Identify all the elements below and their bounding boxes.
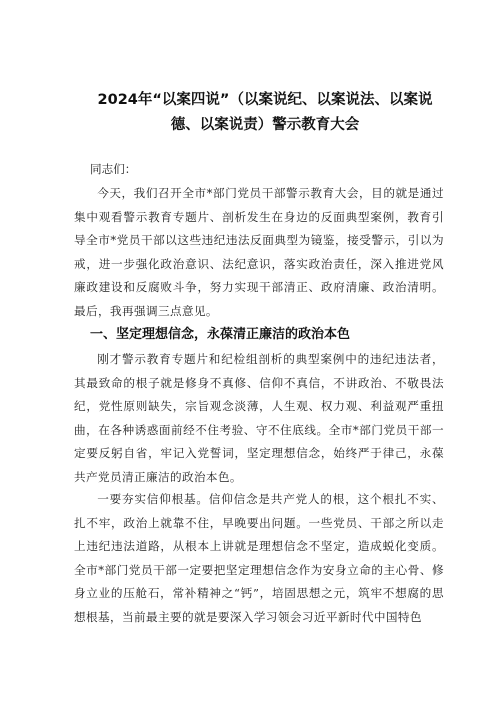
section-paragraph: 一要夯实信仰根基。信仰信念是共产党人的根，这个根扎不实、扎不牢，政治上就靠不住，早晚要出问题。一些党员、干部之所以走上违纪违法道路，从根本上讲就是理想信念不坚定，造成蜕化变质。全市*部门党员干部一定要把坚定理想信念作为安身立命的主心骨、修身立业的压舱石，常补精神之“钙”，培固思想之元，筑牢不想腐的思想根基，当前最主要的就是要深入学习领会习近平新时代中国特色 — [74, 492, 444, 624]
intro-paragraph-block — [74, 182, 444, 324]
intro-paragraph: 今天，我们召开全市*部门党员干部警示教育大会，目的就是通过集中观看警示教育专题片、剖析发生在身边的反面典型案例，教育引导全市*党员干部以这些违纪违法反面典型为镜鉴，接受警示，引以为戒，进一步强化政治意识、法纪意识，落实政治责任，深入推进党风廉政建设和反腐败斗争，努力实现干部清正、政府清廉、政治清明。最后，我再强调三点意见。 — [74, 186, 444, 318]
section-paragraph: 刚才警示教育专题片和纪检组剖析的典型案例中的违纪违法者，其最致命的根子就是修身不真修、信仰不真信，不讲政治、不敬畏法纪，党性原则缺失，宗旨观念淡薄，人生观、权力观、利益观严重扭曲，在各种诱惑面前经不住考验、守不住底线。全市*部门党员干部一定要反躬自省，牢记入党誓词，坚定理想信念，始终严于律己，永葆共产党员清正廉洁的政治本色。 — [74, 352, 444, 484]
section-paragraph-block-1 — [74, 348, 444, 490]
salutation: 同志们： — [90, 162, 137, 176]
document-title: 2024年“以案四说”（以案说纪、以案说法、以案说德、以案说责）警示教育大会 — [97, 92, 433, 133]
section-paragraph-block-2 — [74, 488, 444, 630]
section-heading: 一、坚定理想信念，永葆清正廉洁的政治本色 — [90, 327, 351, 342]
